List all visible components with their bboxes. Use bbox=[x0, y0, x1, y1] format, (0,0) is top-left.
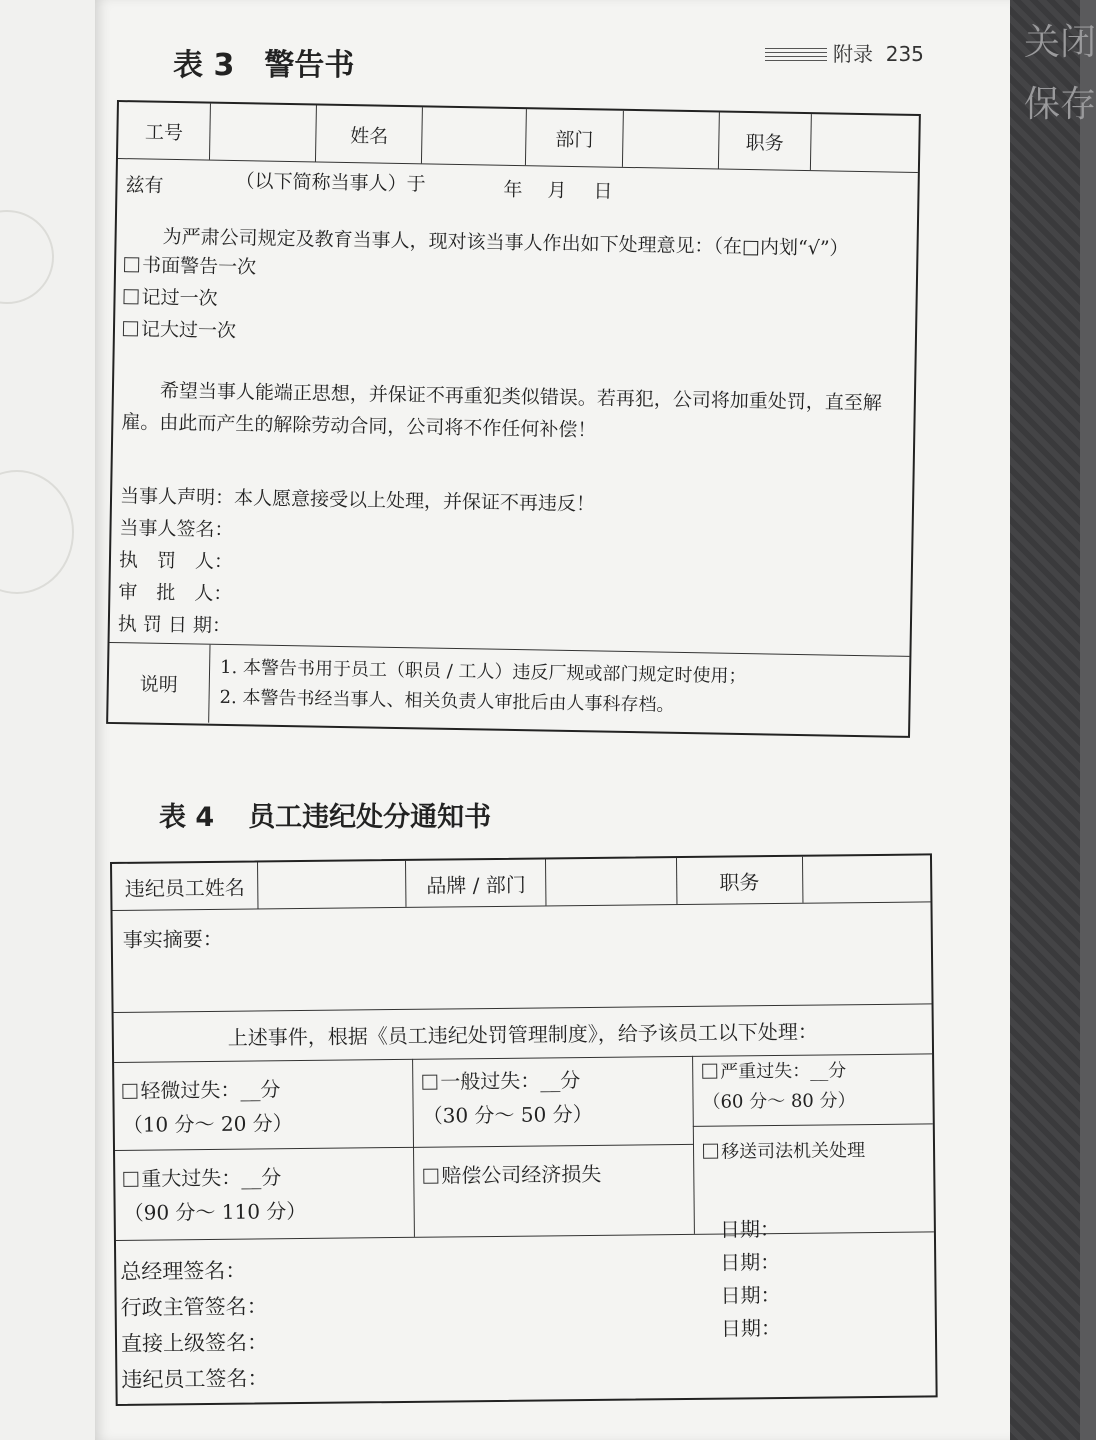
department-field bbox=[623, 111, 720, 169]
note-item: 2. 本警告书经当事人、相关负责人审批后由人事科存档。 bbox=[219, 686, 675, 716]
notes-label: 说明 bbox=[108, 643, 210, 723]
penalty-label: 重大过失：__分 bbox=[141, 1165, 282, 1191]
executor-label: 执 罚 人： bbox=[118, 549, 234, 574]
party-signature-label: 当事人签名： bbox=[119, 517, 234, 542]
penalty-minor bbox=[114, 1066, 301, 1148]
grid-divider bbox=[413, 1144, 693, 1148]
grid-divider bbox=[693, 1123, 933, 1127]
penalty-label: 轻微过失：__分 bbox=[140, 1077, 281, 1103]
basis-text: 上述事件，根据《员工违纪处罚管理制度》，给予该员工以下处理： bbox=[114, 1003, 932, 1063]
header-decoration-lines bbox=[765, 48, 827, 64]
penalty-options-grid bbox=[114, 1053, 934, 1241]
name-field bbox=[422, 107, 527, 165]
penalty-range: （60 分～ 80 分） bbox=[702, 1090, 856, 1113]
penalty-range: （30 分～ 50 分） bbox=[422, 1101, 593, 1128]
party-statement: 当事人声明：本人愿意接受以上处理，并保证不再违反！ bbox=[119, 485, 596, 516]
penalty-label: 赔偿公司经济损失 bbox=[441, 1161, 602, 1188]
header-section: 附录 bbox=[833, 42, 873, 66]
page-number: 235 bbox=[885, 42, 924, 66]
option-label: 书面警告一次 bbox=[141, 254, 257, 279]
penalty-range: （90 分～ 110 分） bbox=[123, 1198, 307, 1225]
date-label: 日期： bbox=[720, 1283, 781, 1308]
option-demerit bbox=[123, 282, 218, 314]
note-item: 1. 本警告书用于员工（职员 / 工人）违反厂规或部门规定时使用； bbox=[219, 656, 747, 688]
intro-month: 月 bbox=[547, 179, 567, 202]
disciplinary-notice-table bbox=[110, 853, 938, 1406]
position-label: 职务 bbox=[719, 113, 812, 171]
date-label: 日期： bbox=[720, 1250, 781, 1275]
gm-signature-label: 总经理签名： bbox=[120, 1258, 247, 1284]
checkbox bbox=[122, 1084, 137, 1099]
date-label: 日期： bbox=[720, 1316, 782, 1341]
checkbox bbox=[123, 1172, 138, 1187]
background-surface: 关闭 保存 bbox=[1010, 0, 1080, 1440]
intro-referred: （以下简称当事人）于 bbox=[235, 170, 426, 196]
book-page bbox=[95, 0, 1010, 1440]
direct-superior-signature-label: 直接上级签名： bbox=[120, 1330, 269, 1356]
position-field bbox=[811, 114, 919, 172]
table3-header-row bbox=[118, 102, 919, 173]
option-written-warning bbox=[124, 250, 257, 282]
option-major-demerit bbox=[123, 314, 237, 346]
checkbox bbox=[423, 1169, 438, 1184]
brand-dept-field bbox=[546, 858, 677, 905]
option-label: 记过一次 bbox=[141, 286, 218, 310]
checkbox bbox=[702, 1064, 717, 1079]
signature-block bbox=[120, 1252, 268, 1398]
admin-supervisor-signature-label: 行政主管签名： bbox=[120, 1294, 268, 1320]
penalty-compensate bbox=[415, 1151, 609, 1199]
facts-summary-label: 事实摘要： bbox=[122, 926, 223, 952]
approver-label: 审 批 人： bbox=[118, 581, 233, 606]
penalty-label: 严重过失：__分 bbox=[720, 1060, 847, 1083]
employee-no-label: 工号 bbox=[118, 102, 211, 160]
intro-day: 日 bbox=[593, 180, 613, 203]
table3-number: 表 3 bbox=[173, 48, 235, 83]
penalty-major bbox=[115, 1154, 315, 1236]
position-label: 职务 bbox=[677, 857, 804, 904]
facts-summary-cell bbox=[113, 901, 932, 1013]
penalty-label: 一般过失：__分 bbox=[440, 1068, 581, 1094]
checkbox bbox=[123, 289, 138, 304]
date-label: 日期： bbox=[719, 1217, 781, 1242]
brand-dept-label: 品牌 / 部门 bbox=[406, 859, 547, 906]
running-header bbox=[765, 38, 924, 67]
warning-letter-table bbox=[106, 100, 921, 738]
department-label: 部门 bbox=[526, 109, 623, 167]
table4-number: 表 4 bbox=[159, 802, 215, 833]
name-label: 姓名 bbox=[316, 105, 423, 163]
table3-title: 警告书 bbox=[264, 48, 355, 83]
execution-date-label: 执 罚 日 期： bbox=[117, 613, 232, 638]
violator-name-label: 违纪员工姓名 bbox=[112, 862, 259, 910]
table4-heading bbox=[159, 795, 491, 834]
intro-prefix: 兹有 bbox=[125, 174, 164, 197]
checkbox bbox=[124, 257, 139, 272]
option-label: 记大过一次 bbox=[140, 318, 237, 343]
penalty-general bbox=[414, 1057, 601, 1139]
table4-title: 员工违纪处分通知书 bbox=[248, 802, 492, 833]
employee-no-field bbox=[210, 104, 317, 162]
intro-year: 年 bbox=[503, 178, 523, 202]
hope-paragraph: 希望当事人能端正思想，并保证不再重犯类似错误。若再犯，公司将加重处罚，直至解雇。由此而产生的解除劳动合同，公司将不作任何补偿！ bbox=[121, 379, 883, 442]
position-field bbox=[803, 855, 931, 902]
penalty-judicial bbox=[695, 1128, 873, 1176]
checkbox bbox=[123, 321, 138, 336]
table3-heading bbox=[173, 40, 354, 84]
violator-signature-label: 违纪员工签名： bbox=[121, 1366, 269, 1392]
violator-name-field bbox=[258, 861, 407, 909]
purpose-text: 为严肃公司规定及教育当事人，现对该当事人作出如下处理意见：（在□内划“√”） bbox=[162, 225, 849, 260]
penalty-label: 移送司法机关处理 bbox=[720, 1140, 866, 1163]
date-block bbox=[720, 1213, 781, 1346]
checkbox bbox=[422, 1075, 437, 1090]
penalty-serious bbox=[694, 1050, 864, 1124]
penalty-range: （10 分～ 20 分） bbox=[122, 1111, 293, 1137]
checkbox bbox=[703, 1144, 718, 1159]
adjacent-page-edge bbox=[0, 0, 96, 1440]
notes-row bbox=[108, 642, 909, 735]
